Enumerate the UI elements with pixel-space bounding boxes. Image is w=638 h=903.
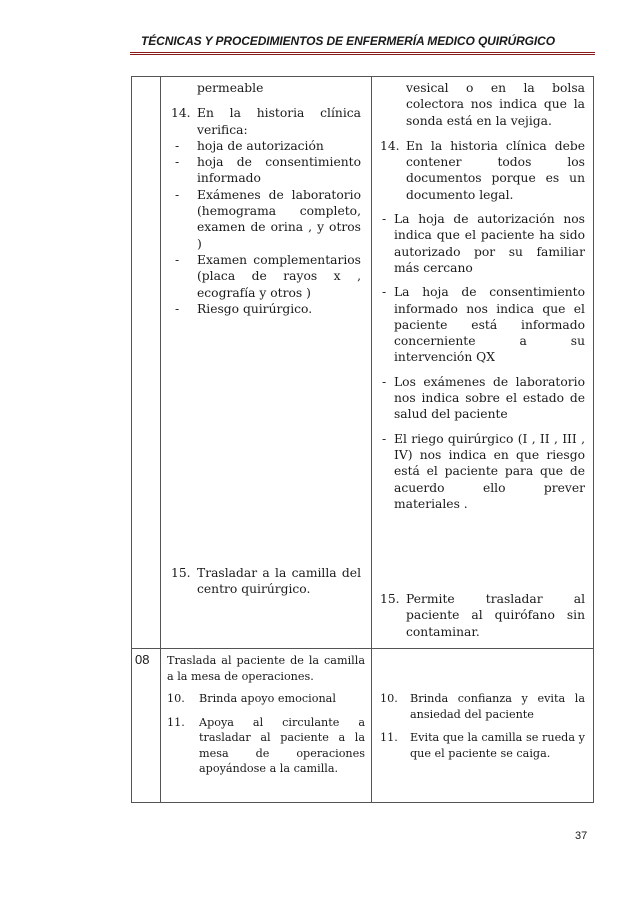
list-item: 11. Evita que la camilla se rueda y que el paciente se caiga. — [380, 731, 585, 760]
list-item: - hoja de autorización — [175, 138, 324, 153]
row-number: 08 — [135, 652, 150, 667]
list-item: 15. Permite trasladar al paciente al quirófano sin contaminar. — [380, 592, 585, 639]
list-item: - Los exámenes de laboratorio nos indica sobre el estado de salud del paciente — [382, 374, 585, 422]
table-row — [132, 649, 594, 803]
header-rule-secondary — [130, 54, 595, 55]
header-rule — [130, 52, 595, 53]
list-item: - El riego quirúrgico (I , II , III , IV) nos indica en que riesgo está el paciente para que de acuerdo ello prever materiales . — [382, 431, 585, 511]
list-item: - Examen complementarios (placa de rayos x , ecografía y otros ) — [175, 252, 361, 300]
row-number-cell — [132, 649, 161, 803]
list-item: - Exámenes de laboratorio (hemograma completo, examen de orina , y otros ) — [175, 187, 361, 251]
list-item: 10. Brinda confianza y evita la ansiedad del paciente — [380, 692, 585, 721]
list-item: - La hoja de consentimiento informado nos indica que el paciente está informado concerniente a su intervención QX — [382, 285, 585, 365]
list-item: 14. En la historia clínica verifica: — [171, 106, 361, 137]
row-number-cell — [132, 77, 161, 649]
page-header-title: TÉCNICAS Y PROCEDIMIENTOS DE ENFERMERÍA MEDICO QUIRÚRGICO — [141, 34, 555, 48]
page-number: 37 — [575, 830, 588, 842]
procedure-intro: Traslada al paciente de la camilla a la mesa de operaciones. — [167, 654, 365, 683]
procedure-table — [131, 76, 594, 803]
list-item: - hoja de consentimiento informado — [175, 155, 361, 186]
continuation-text: vesical o en la bolsa colectora nos indica que la sonda está en la vejiga. — [406, 81, 585, 128]
table-row — [132, 77, 594, 649]
list-item: 15. Trasladar a la camilla del centro quirúrgico. — [171, 566, 361, 597]
list-item: 14. En la historia clínica debe contener todos los documentos porque es un documento legal. — [380, 138, 585, 202]
list-item: 10. Brinda apoyo emocional — [167, 692, 336, 705]
list-item: 11. Apoya al circulante a trasladar al paciente a la mesa de operaciones apoyándose a la camilla. — [167, 715, 365, 775]
list-item: - La hoja de autorización nos indica que el paciente ha sido autorizado por su familiar más cercano — [382, 212, 585, 275]
rationale-cell — [372, 649, 594, 803]
continuation-text: permeable — [197, 81, 264, 95]
list-item: - Riesgo quirúrgico. — [175, 301, 313, 316]
rationale-cell — [372, 77, 594, 649]
procedure-cell — [161, 77, 372, 649]
procedure-cell — [161, 649, 372, 803]
